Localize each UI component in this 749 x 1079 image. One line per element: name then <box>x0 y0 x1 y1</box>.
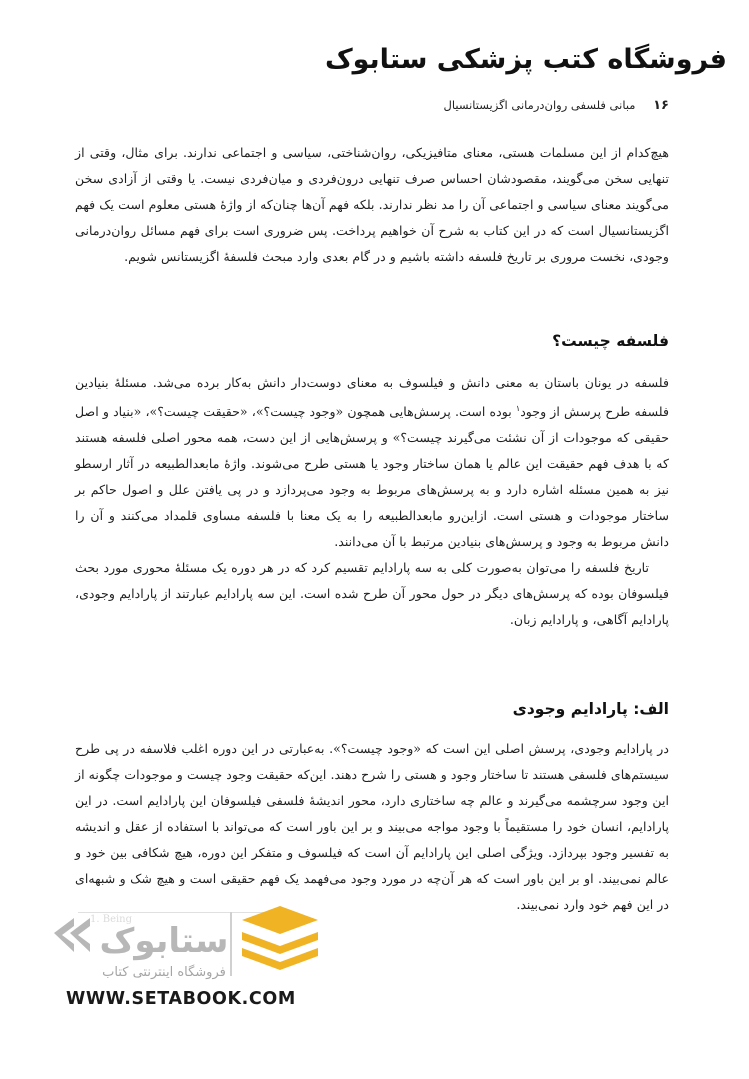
section2-paragraph-1: در پارادایم وجودی، پرسش اصلی این است که «وجود چیست؟». به‌عبارتی در این دوره اغلب فلاسفه در پی طرح سیستم‌های فلسفی هستند تا ساختار وجود و هستی را شرح دهند. این‌که حقیقت وجود چیست و موجودات چگونه از این وجود سرچشمه می‌گیرند و عالم چه ساختاری دارد، محور اندیشهٔ فلسفی فیلسوفان این پارادایم است. در این پارادایم، انسان خود را مستقیماً با وجود مواجه می‌بیند و بر این باور است که می‌تواند با استفاده از عقل و اندیشه به تفسیر وجود بپردازد. ویژگی اصلی این پارادایم آن است که فیلسوف و متفکر این دوره، هیچ شکافی بین خود و عالم نمی‌بیند. او بر این باور است که هر آن‌چه در مورد وجود می‌فهمد یک فهم حقیقی است و هیچ شک و شبهه‌ای در این فهم خود وارد نمی‌بیند. <box>75 741 669 912</box>
section1-para1-text-cont: بوده است. پرسش‌هایی همچون «وجود چیست؟»، «حقیقت چیست؟»، «بنیاد و اصل حقیقی که موجودات از آن نشئت می‌گیرند چیست؟» و پرسش‌هایی از این دست، همه محور اصلی فلسفه هستند که با هدف فهم حقیقت این عالم یا همان ساختار وجود یا هستی طرح می‌شوند. واژهٔ مابعدالطبیعه در آثار ارسطو نیز به همین مسئله اشاره دارد و به پرسش‌های مربوط به وجود می‌پردازد و در پی یافتن علل و اصول حاکم بر ساختار موجودات و هستی است. ازاین‌رو مابعدالطبیعه را به یک معنا با فلسفه مساوی قلمداد می‌کنند و آن را دانش مربوط به وجود و پرسش‌های بنیادین مرتبط با آن می‌دانند. <box>75 404 669 550</box>
footnote-marker: ۱ <box>515 404 521 413</box>
store-banner: فروشگاه کتب پزشکی ستابوک <box>324 44 727 75</box>
running-header <box>69 98 669 113</box>
intro-paragraph: هیچ‌کدام از این مسلمات هستی، معنای متافیزیکی، روان‌شناختی، سیاسی و اجتماعی ندارند. برای مثال، وقتی از تنهایی سخن می‌گویند، مقصودشان احساس صرف تنهایی درون‌فردی و میان‌فردی نیست. یا وقتی از آزادی سخن می‌گویند معنای سیاسی و اجتماعی آن را مد نظر ندارند. بلکه فهم آن‌ها چنان‌که از واژهٔ هستی معلوم است یک فهم اگزیستانسیال است که در این کتاب به شرح آن خواهیم پرداخت. پس ضروری است برای فهم مسائل روان‌درمانی وجودی، نخست مروری بر تاریخ فلسفه داشته باشیم و در گام بعدی وارد مبحث فلسفهٔ اگزیستانس شویم. <box>75 145 669 264</box>
logo-brand-text: ستابوک <box>99 921 229 961</box>
section1-paragraph-1 <box>75 370 669 555</box>
website-url: WWW.SETABOOK.COM <box>66 989 296 1009</box>
setabook-logo <box>44 898 364 988</box>
section1-body <box>75 370 669 633</box>
intro-paragraph-block <box>75 140 669 270</box>
section1-paragraph-2: تاریخ فلسفه را می‌توان به‌صورت کلی به سه پارادایم تقسیم کرد که در هر دوره یک مسئلهٔ محوری مورد بحث فیلسوفان بوده که پرسش‌های دیگر در حول محور آن طرح شده است. این سه پارادایم عبارتند از پارادایم وجودی، پارادایم آگاهی، و پارادایم زبان. <box>75 560 669 628</box>
section-heading-what-is-philosophy: فلسفه چیست؟ <box>552 332 669 350</box>
page-number: ۱۶ <box>653 98 669 113</box>
section1-para1-text: فلسفه در یونان باستان به معنی دانش و فیلسوف به معنای دوست‌دار دانش به‌کار برده می‌شد. مسئلهٔ بنیادین فلسفه طرح پرسش از وجود <box>75 375 669 420</box>
section2-body <box>75 736 669 918</box>
logo-tagline: فروشگاه اینترنتی کتاب <box>102 965 226 980</box>
running-title: مبانی فلسفی روان‌درمانی اگزیستانسیال <box>443 98 636 112</box>
section-heading-existential-paradigm: الف: پارادایم وجودی <box>512 700 669 718</box>
